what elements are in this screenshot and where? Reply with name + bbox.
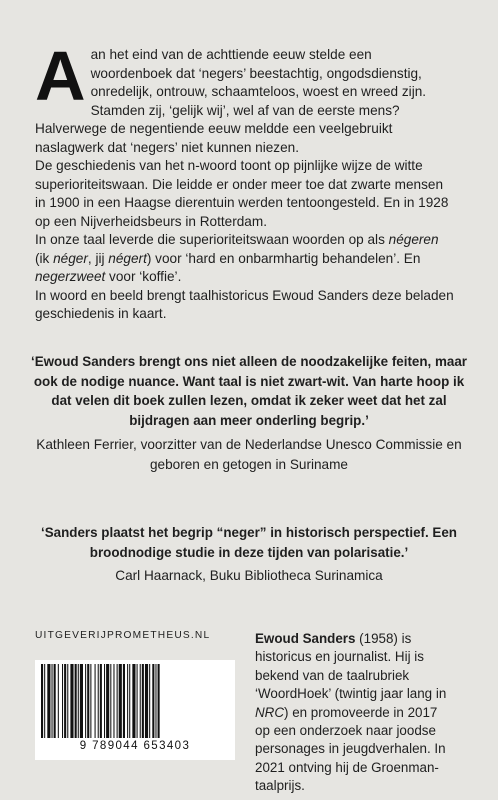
barcode-bar xyxy=(137,664,138,738)
barcode-bar xyxy=(80,664,83,738)
p3-part-b: (ik xyxy=(35,250,54,266)
bio-part-b: ) en promoveerde in 2017 op een onderzoek naar joodse personages in jeugdverhalen. In 2021 ontving hij de Groenman-taalprijs. xyxy=(255,704,446,794)
barcode-bar xyxy=(98,664,99,738)
barcode-bar xyxy=(142,664,144,738)
p3-term-negert: négert xyxy=(108,250,147,266)
blurb-paragraph-1 xyxy=(35,37,455,157)
blurb-paragraph-1-text: an het eind van de achttiende eeuw stelde een woordenboek dat ‘negers’ beestachtig, ongodsdienstig, onredelijk, ontrouw, schaamteloos, woest en wreed zijn. Stamden zij, ‘gelijk wij’, wel af van de eerste mens? Halverwege de negentiende eeuw meldde een veelgebruikt naslagwerk dat ‘negers’ niet kunnen niezen. xyxy=(35,47,427,155)
barcode-bar xyxy=(127,664,128,738)
barcode-bar xyxy=(152,664,154,738)
barcode-bars xyxy=(41,664,229,738)
bio-newspaper: NRC xyxy=(255,704,285,720)
barcode-bar xyxy=(54,664,56,738)
isbn-number: 9 789044 653403 xyxy=(79,740,191,752)
barcode-bar xyxy=(70,664,73,738)
barcode-bar xyxy=(132,664,135,738)
barcode-bar xyxy=(67,664,68,738)
review-quote-1: ‘Ewoud Sanders brengt ons niet alleen de noodzakelijke feiten, maar ook de nodige nuance. Want taal is niet zwart-wit. Van harte hoop ik dat velen dit boek zullen lezen, omdat ik zeker weet dat het zal bijdragen aan meer onderling begrip.’ xyxy=(30,354,468,428)
author-name: Ewoud Sanders xyxy=(255,631,356,646)
barcode-bar xyxy=(47,664,50,738)
barcode-bar xyxy=(90,664,91,738)
back-cover-blurb xyxy=(35,37,455,324)
p3-term-negerzweet: negerzweet xyxy=(35,269,106,284)
barcode-bar xyxy=(123,664,125,738)
barcode-bar xyxy=(64,664,66,738)
p3-part-d: ) voor ‘hard en onbarmhartig behandelen’. En xyxy=(146,250,421,266)
p3-part-c: , jij xyxy=(87,250,109,266)
barcode-bar xyxy=(106,664,109,738)
barcode-bar xyxy=(155,664,156,738)
review-quote-2: ‘Sanders plaatst het begrip “neger” in historisch perspectief. Een broodnodige studie in deze tijden van polarisatie.’ xyxy=(41,525,457,560)
barcode-bar xyxy=(52,664,53,738)
barcode-bar xyxy=(149,664,150,738)
p3-term-negeren: négeren xyxy=(388,232,439,247)
blurb-paragraph-3 xyxy=(35,231,455,287)
barcode-bar xyxy=(145,664,148,738)
p3-part-a: In onze taal leverde die superioriteitswaan woorden op als xyxy=(35,232,389,247)
barcode-bar xyxy=(44,664,45,738)
bio-part-a: (1958) is historicus en journalist. Hij is bekend van de taalrubriek ‘WoordHoek’ (twintig jaar lang in xyxy=(255,631,447,702)
barcode-bar xyxy=(113,664,114,738)
p3-term-neger: néger xyxy=(53,250,88,266)
barcode-bar xyxy=(62,664,63,738)
author-bio xyxy=(255,630,455,796)
isbn-barcode xyxy=(35,660,235,760)
barcode-bar xyxy=(58,664,59,738)
review-attribution-2: Carl Haarnack, Buku Bibliotheca Surinamica xyxy=(115,568,383,583)
barcode-bar xyxy=(87,664,89,738)
barcode-bar xyxy=(75,664,77,738)
blurb-paragraph-4: In woord en beeld brengt taalhistoricus Ewoud Sanders deze beladen geschiedenis in kaart. xyxy=(35,287,454,321)
blurb-paragraph-2: De geschiedenis van het n-woord toont op pijnlijke wijze de witte superioriteitswaan. Die leidde er onder meer toe dat zwarte mensen in 1900 in een Haagse dierentuin werden tentoongesteld. En in 1928 op een Nijverheidsbeurs in Rotterdam. xyxy=(35,158,449,229)
barcode-bar xyxy=(158,664,160,738)
p3-part-e: voor ‘koffie’. xyxy=(105,269,182,284)
barcode-bar xyxy=(104,664,105,738)
barcode-bar xyxy=(140,664,141,738)
barcode-bar xyxy=(100,664,102,738)
barcode-bar xyxy=(110,664,111,738)
barcode-bar xyxy=(129,664,130,738)
drop-cap: A xyxy=(35,37,86,115)
publisher-website: UITGEVERIJPROMETHEUS.NL xyxy=(35,630,211,641)
barcode-bar xyxy=(119,664,122,738)
barcode-bar xyxy=(95,664,96,738)
review-attribution-1: Kathleen Ferrier, voorzitter van de Nederlandse Unesco Commissie en geboren en getogen in Suriname xyxy=(36,437,462,472)
barcode-bar xyxy=(78,664,79,738)
barcode-bar xyxy=(117,664,118,738)
barcode-bar xyxy=(41,664,43,738)
barcode-bar xyxy=(85,664,86,738)
